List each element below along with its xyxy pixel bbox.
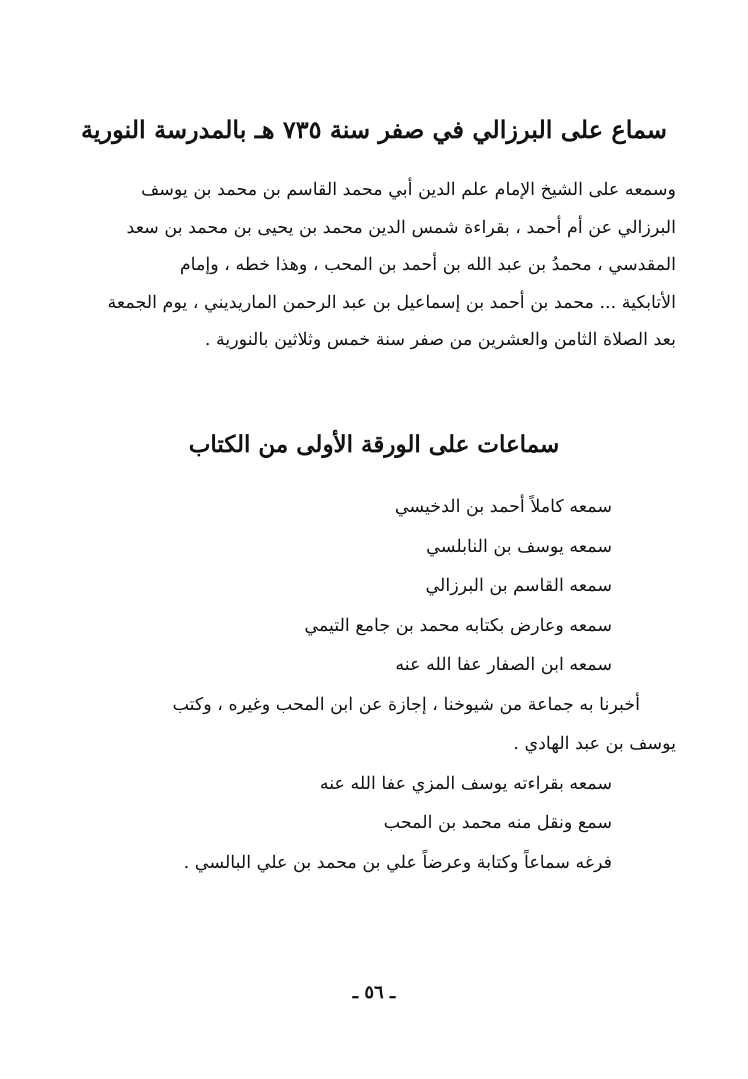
list-item: فرغه سماعاً وكتابة وعرضاً علي بن محمد بن علي البالسي . — [183, 852, 612, 873]
paragraph-line: وسمعه على الشيخ الإمام علم الدين أبي محمد القاسم بن محمد بن يوسف — [141, 180, 676, 200]
paragraph-line: البرزالي عن أم أحمد ، بقراءة شمس الدين محمد بن يحيى بن محمد بن سعد — [126, 217, 676, 238]
paragraph-line: المقدسي ، محمدُ بن عبد الله بن أحمد بن المحب ، وهذا خطه ، وإمام — [179, 255, 676, 275]
list-item: سمعه كاملاً أحمد بن الدخيسي — [394, 497, 612, 517]
list-item: أخبرنا به جماعة من شيوخنا ، إجازة عن ابن المحب وغيره ، وكتب — [172, 694, 640, 715]
samaat-list — [74, 488, 676, 883]
paragraph-line: الأتابكية ... محمد بن أحمد بن إسماعيل بن عبد الرحمن الماريديني ، يوم الجمعة — [107, 292, 676, 313]
heading-samaat-first-leaf: سماعات على الورقة الأولى من الكتاب — [188, 431, 560, 458]
list-item: سمعه وعارض بكتابه محمد بن جامع التيمي — [304, 615, 612, 636]
list-item: سمعه بقراءته يوسف المزي عفا الله عنه — [319, 773, 612, 794]
list-item: سمعه القاسم بن البرزالي — [425, 576, 612, 596]
list-item: سمع ونقل منه محمد بن المحب — [383, 813, 612, 833]
list-item: سمعه ابن الصفار عفا الله عنه — [395, 655, 612, 675]
list-item-continuation: يوسف بن عبد الهادي . — [513, 734, 676, 754]
list-item: سمعه يوسف بن النابلسي — [426, 536, 612, 557]
paragraph-line: بعد الصلاة الثامن والعشرين من صفر سنة خمس وثلاثين بالنورية . — [204, 330, 676, 350]
heading-sama-barzali: سماع على البرزالي في صفر سنة ٧٣٥ هـ بالمدرسة النورية — [80, 115, 668, 144]
page-number: ـ ٥٦ ـ — [352, 982, 396, 1003]
sama-paragraph — [74, 172, 676, 360]
